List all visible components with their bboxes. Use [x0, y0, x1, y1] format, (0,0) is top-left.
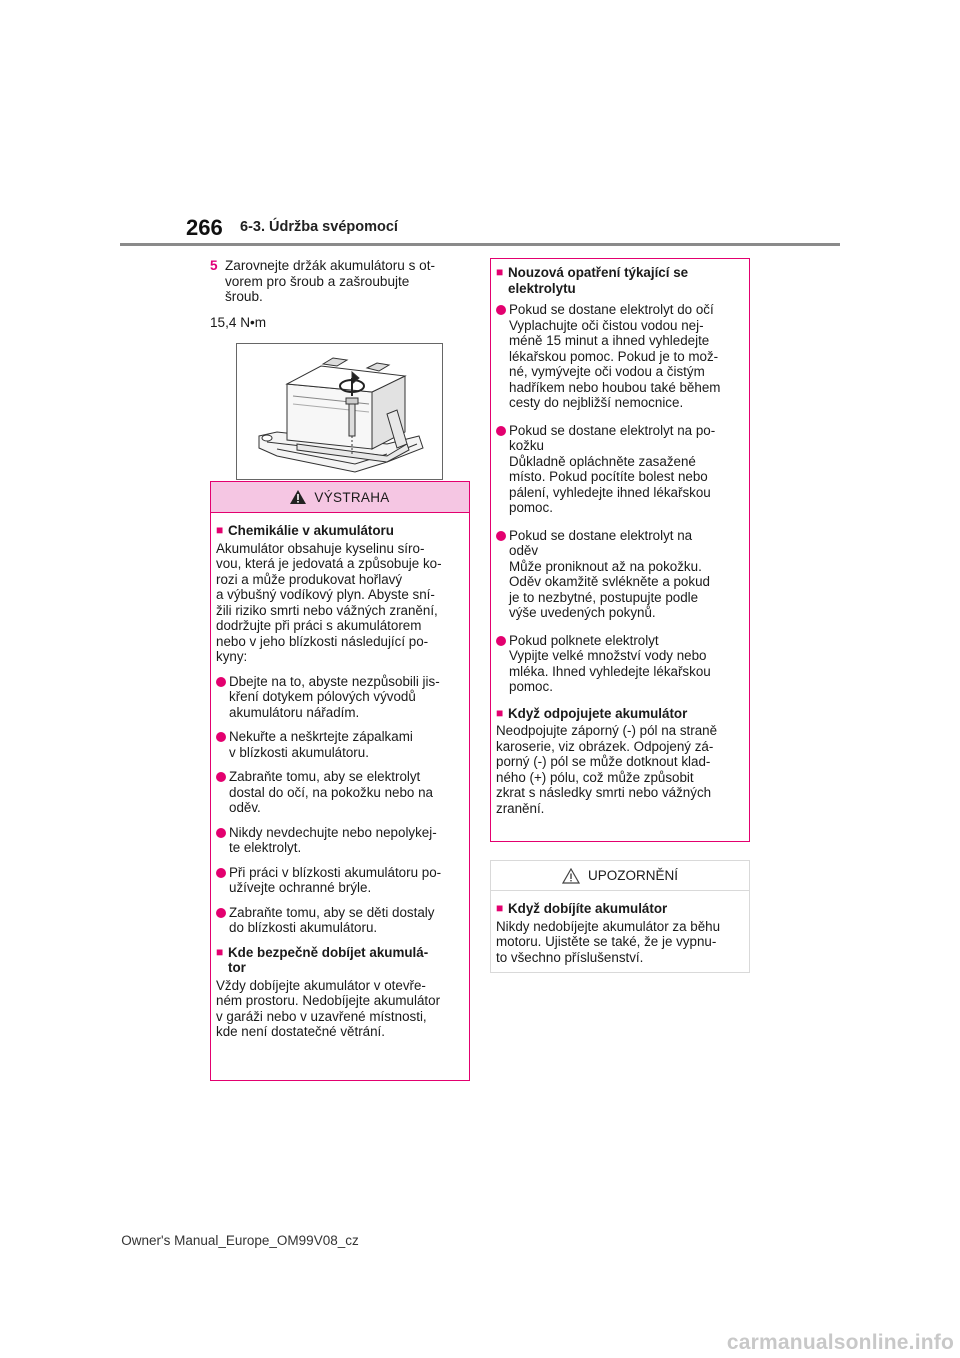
warning-header — [211, 482, 469, 513]
list-item — [216, 769, 465, 816]
text-line: kyny: — [216, 649, 248, 664]
subheading-line: Když odpojujete akumulátor — [508, 705, 688, 721]
text-line: Může proniknout až na pokožku. — [509, 558, 702, 574]
emergency-body — [491, 259, 749, 816]
text-line: Dbejte na to, abyste nezpůsobili jis- — [229, 673, 440, 689]
text-line: v garáži nebo v uzavřené místnosti, — [216, 1008, 427, 1024]
text-line: do blízkosti akumulátoru. — [229, 920, 378, 935]
text-line: hadříkem nebo houbou také během — [509, 379, 721, 395]
text-line: Oděv okamžitě svlékněte a pokud — [509, 574, 710, 589]
bullet-dot-icon — [496, 636, 506, 646]
caution-triangle-icon — [562, 868, 580, 884]
text-line: dodržujte při práci s akumulátorem — [216, 618, 422, 633]
list-item — [496, 633, 745, 695]
text-line: Zabraňte tomu, aby se děti dostaly — [229, 904, 435, 920]
list-item — [216, 865, 465, 896]
text-line: lékařskou pomoc. Pokud je to mož- — [509, 348, 719, 364]
text-line: Důkladně opláchněte zasažené — [509, 453, 696, 469]
text-line: Pokud polknete elektrolyt — [509, 632, 659, 648]
text-line: zkrat s následky smrti nebo vážných — [496, 785, 712, 800]
text-line: užívejte ochranné brýle. — [229, 880, 372, 895]
bullet-dot-icon — [496, 426, 506, 436]
text-line: oděv — [509, 543, 539, 558]
subheading-electrolyte-emergency — [496, 265, 745, 296]
subheading-line: Chemikálie v akumulátoru — [228, 523, 394, 538]
footer-text: Owner's Manual_Europe_OM99V08_cz — [121, 1233, 359, 1248]
list-item — [496, 423, 745, 516]
text-line: Nikdy nevdechujte nebo nepolykej- — [229, 824, 437, 840]
list-item — [496, 528, 745, 621]
bullet-dot-icon — [216, 772, 226, 782]
text-line: méně 15 minut a ihned vyhledejte — [509, 333, 710, 348]
text-line: žili riziko smrti nebo vážných zranění, — [216, 602, 438, 618]
text-line: Vypijte velké množství vody nebo — [509, 648, 707, 663]
subheading-charging — [496, 901, 745, 917]
text-line: rozi a může produkovat hořlavý — [216, 571, 403, 587]
torque-value: 15,4 N•m — [210, 314, 267, 330]
text-line: Pokud se dostane elektrolyt na — [509, 527, 693, 543]
text-line: v blízkosti akumulátoru. — [229, 744, 369, 760]
battery-clamp-figure — [237, 344, 442, 479]
caution-title: UPOZORNĚNÍ — [587, 868, 678, 883]
text-line: zranění. — [496, 800, 545, 816]
text-line: kde není dostatečné větrání. — [216, 1024, 385, 1039]
text-line: Nekuřte a neškrtejte zápalkami — [229, 729, 413, 744]
subheading-chemicals — [216, 523, 465, 539]
text-line: akumulátoru nářadím. — [229, 704, 360, 720]
bullet-dot-icon — [496, 531, 506, 541]
warning-box — [210, 481, 470, 1081]
page-number: 266 — [186, 215, 223, 240]
step-5 — [210, 258, 470, 305]
warning-paragraph — [216, 541, 465, 665]
bullet-dot-icon — [216, 677, 226, 687]
bullet-dot-icon — [496, 305, 506, 315]
text-line: dostal do očí, na pokožku nebo na — [229, 784, 433, 800]
warning-title: VÝSTRAHA — [314, 489, 390, 505]
subheading-line: Nouzová opatření týkající se — [508, 265, 689, 280]
text-line: ného (+) pólu, což může způsobit — [496, 769, 694, 785]
emergency-paragraph — [496, 723, 745, 816]
text-line: karoserie, viz obrázek. Odpojený zá- — [496, 738, 714, 754]
section-title: 6-3. Údržba svépomocí — [240, 219, 398, 235]
list-item — [216, 825, 465, 856]
text-line: oděv. — [229, 800, 261, 815]
text-line: porný (-) pól se může dotknout klad- — [496, 754, 711, 769]
caution-paragraph — [496, 919, 745, 966]
text-line: cesty do nejbližší nemocnice. — [509, 395, 684, 410]
text-line: pomoc. — [509, 500, 553, 515]
text-line: to všechno příslušenství. — [496, 949, 644, 965]
text-line: né, vymývejte oči vodou a čistým — [509, 364, 705, 379]
square-bullet-icon: ■ — [216, 523, 224, 537]
text-line: Pokud se dostane elektrolyt do očí — [509, 302, 714, 317]
text-line: Vždy dobíjejte akumulátor v otevře- — [216, 977, 426, 993]
text-line: vou, která je jedovatá a způsobuje ko- — [216, 556, 442, 571]
header-rule — [120, 243, 840, 246]
subheading-line: Kde bezpečně dobíjet akumulá- — [228, 944, 429, 960]
subheading-charging-place — [216, 945, 465, 976]
caution-header — [491, 861, 749, 891]
text-line: výše uvedených pokynů. — [509, 605, 656, 620]
text-line: nebo v jeho blízkosti následující po- — [216, 633, 429, 649]
text-line: te elektrolyt. — [229, 840, 302, 855]
text-line: Zabraňte tomu, aby se elektrolyt — [229, 769, 421, 784]
square-bullet-icon: ■ — [216, 944, 224, 959]
bullet-dot-icon — [216, 908, 226, 918]
text-line: a výbušný vodíkový plyn. Abyste sní- — [216, 587, 435, 602]
text-line: Při práci v blízkosti akumulátoru po- — [229, 864, 442, 880]
step-line: šroub. — [225, 289, 263, 304]
text-line: Vyplachujte oči čistou vodou nej- — [509, 317, 704, 333]
text-line: kření dotykem pólových vývodů — [229, 689, 416, 704]
text-line: Akumulátor obsahuje kyselinu síro- — [216, 540, 425, 556]
text-line: mléka. Ihned vyhledejte lékařskou — [509, 663, 711, 679]
subheading-line: tor — [228, 960, 246, 975]
warning-paragraph — [216, 978, 465, 1040]
text-line: Neodpojujte záporný (-) pól na straně — [496, 723, 718, 738]
step-line: Zarovnejte držák akumulátoru s ot- — [225, 258, 436, 273]
step-line: vorem pro šroub a zašroubujte — [225, 273, 410, 289]
square-bullet-icon: ■ — [496, 265, 504, 279]
text-line: kožku — [509, 438, 544, 453]
step-number: 5 — [210, 258, 218, 273]
square-bullet-icon: ■ — [496, 705, 504, 720]
text-line: motoru. Ujistěte se také, že je vypnu- — [496, 934, 717, 949]
text-line: Pokud se dostane elektrolyt na po- — [509, 422, 716, 438]
left-column — [210, 258, 470, 480]
text-line: místo. Pokud pocítíte bolest nebo — [509, 469, 708, 484]
battery-illustration — [236, 343, 443, 480]
text-line: pálení, vyhledejte ihned lékařskou — [509, 484, 711, 500]
list-item — [216, 729, 465, 760]
bullet-dot-icon — [216, 868, 226, 878]
text-line: Nikdy nedobíjejte akumulátor za běhu — [496, 918, 721, 934]
watermark: carmanualsonline.info — [726, 1331, 954, 1354]
caution-body — [491, 891, 749, 965]
text-line: je to nezbytné, postupujte podle — [509, 589, 699, 605]
subheading-disconnecting — [496, 706, 745, 722]
bullet-dot-icon — [216, 828, 226, 838]
warning-triangle-icon — [290, 490, 306, 504]
subheading-line: Když dobíjíte akumulátor — [508, 901, 668, 916]
list-item — [496, 302, 745, 411]
warning-body — [211, 513, 469, 1040]
list-item — [216, 905, 465, 936]
text-line: pomoc. — [509, 679, 553, 694]
square-bullet-icon: ■ — [496, 901, 504, 915]
text-line: ném prostoru. Nedobíjejte akumulátor — [216, 993, 441, 1008]
step-text — [225, 258, 435, 305]
subheading-line: elektrolytu — [508, 280, 576, 296]
list-item — [216, 674, 465, 721]
bullet-dot-icon — [216, 732, 226, 742]
caution-box — [490, 860, 750, 973]
emergency-box — [490, 258, 750, 842]
